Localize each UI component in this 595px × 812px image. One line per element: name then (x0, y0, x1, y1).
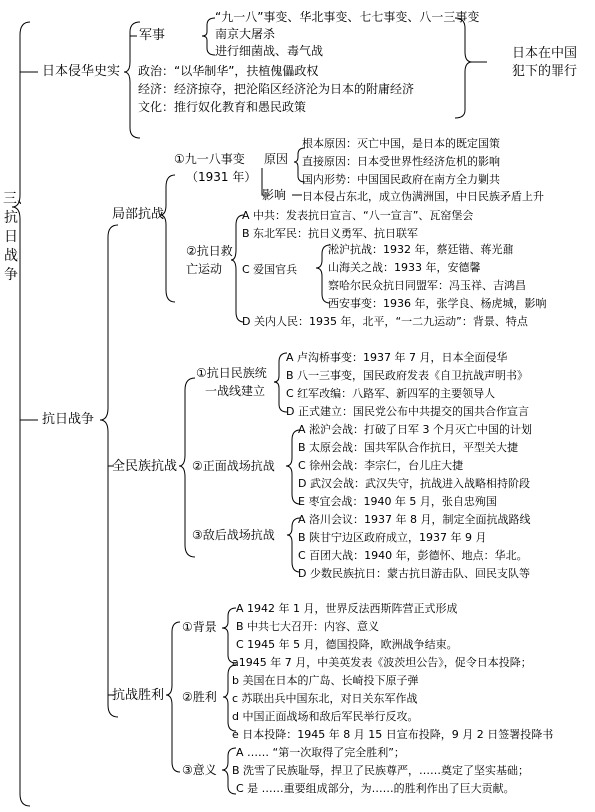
summary-line-2: 犯下的罪行 (512, 64, 578, 79)
meaning-label: ③意义 (182, 763, 217, 777)
rear-item: D 少数民族抗日：蒙古抗日游击队、回民支队等 (298, 567, 530, 580)
rear-label: ③敌后战场抗战 (192, 528, 275, 542)
win-item: d 中国正面战场和敌后军民举行反攻。 (232, 710, 419, 723)
economy-text: 经济：经济掠夺，把沦陷区经济沦为日本的附庸经济 (138, 82, 415, 96)
effect-label: 影响 (262, 188, 287, 202)
sept18-label: ①九一八事变 (174, 152, 245, 166)
united-front-label-1: ①抗日民族统 (196, 366, 267, 380)
front-item: D 武汉会战：武汉失守，抗战进入战略相持阶段 (298, 477, 530, 490)
culture-text: 文化：推行奴化教育和愚民政策 (138, 100, 307, 114)
meaning-item: C 是 ……重要组成部分，为……的胜利作出了巨大贡献。 (236, 782, 515, 795)
rear-item: B 陕甘宁边区政府成立，1937 年 9 月 (298, 531, 487, 544)
movement-item: A 中共：发表抗日宣言、“八一宣言”、瓦窑堡会 (242, 209, 474, 222)
united-front-item: B 八一三事变，国民政府发表《自卫抗战声明书》 (286, 369, 529, 382)
invasion-bracket (124, 22, 140, 138)
win-item: c 苏联出兵中国东北，对日关东军作战 (232, 692, 418, 705)
win-item: b 美国在日本的广岛、长崎投下原子弹 (232, 674, 419, 687)
invasion-label: 日本侵华史实 (42, 64, 121, 79)
politics-text: 政治：“以华制华”，扶植傀儡政权 (138, 64, 319, 78)
cause-item: 直接原因：日本受世界性经济危机的影响 (302, 155, 500, 168)
united-front-item: A 卢沟桥事变：1937 年 7 月，日本全面侵华 (286, 351, 508, 364)
summary-line-1: 日本在中国 (512, 46, 578, 61)
local-label: 局部抗战 (112, 207, 165, 222)
cause-label: 原因 (264, 152, 289, 166)
front-item: B 太原会战：国共军队合作抗日，平型关大捷 (298, 441, 519, 454)
root-label: 三、抗日战争 (3, 191, 31, 283)
movement-label-1: ②抗日救 (186, 244, 233, 258)
meaning-item: A …… “第一次取得了完全胜利”； (236, 746, 405, 759)
win-label: ②胜利 (182, 690, 217, 704)
background-item: a1945 年 7 月，中美英发表《波茨坦公告》，促令日本投降； (232, 656, 532, 669)
united-front-item: C 红军改编：八路军、新四军的主要领导人 (286, 387, 496, 400)
movement-item: B 东北军民：抗日义勇军、抗日联军 (242, 227, 419, 240)
cause-item: 根本原因：灭亡中国，是日本的既定国策 (302, 137, 500, 150)
rear-item: A 洛川会议：1937 年 8 月，制定全面抗战路线 (298, 513, 531, 526)
root-bracket (12, 22, 30, 806)
background-item: B 中共七大召开：内容、意义 (236, 620, 380, 633)
sept18-year: （1931 年） (186, 170, 257, 184)
military-label: 军事 (139, 28, 166, 43)
patriots-label: C 爱国官兵 (242, 263, 298, 276)
movement-label-2: 亡运动 (186, 262, 223, 276)
patriots-item: 山海关之战：1933 年，安德馨 (328, 261, 481, 274)
patriots-item: 察哈尔民众抗日同盟军：冯玉祥、吉鸿昌 (328, 279, 526, 292)
local-bracket (160, 175, 175, 302)
meaning-item: B 洗雪了民族耻辱，捍卫了民族尊严，……奠定了坚实基础； (232, 764, 530, 777)
rear-item: C 百团大战：1940 年，彭德怀、地点：华北。 (298, 549, 528, 562)
background-item: C 1945 年 5 月，德国投降，欧洲战争结束。 (236, 638, 458, 651)
united-front-label-2: 一战线建立 (205, 384, 266, 398)
victory-bracket (166, 622, 180, 772)
summary-bracket (455, 18, 472, 118)
patriots-item: 西安事变：1936 年，张学良、杨虎城，影响 (328, 297, 547, 310)
front-label: ②正面战场抗战 (192, 459, 275, 473)
military-item: “九一八”事变、华北事变、七七事变、八一三事变 (215, 10, 480, 24)
military-item: 南京大屠杀 (215, 27, 276, 41)
military-bracket (202, 18, 215, 55)
patriots-item: 淞沪抗战：1932 年，蔡廷锴、蒋光鼐 (328, 243, 514, 256)
military-item: 进行细菌战、毒气战 (215, 44, 324, 58)
cause-item: 国内形势：中国国民政府在南方全力剿共 (302, 173, 500, 186)
front-item: E 枣宜会战：1940 年 5 月，张自忠殉国 (298, 495, 497, 508)
national-label: 全民族抗战 (112, 459, 178, 474)
people-text: D 关内人民：1935 年，北平，“一二九运动”：背景、特点 (242, 315, 528, 328)
victory-label: 抗战胜利 (112, 688, 165, 703)
win-item: e 日本投降：1945 年 8 月 15 日宣布投降，9 月 2 日签署投降书 (232, 728, 554, 741)
effect-text: 日本侵占东北，成立伪满洲国，中日民族矛盾上升 (302, 190, 544, 203)
united-front-item: D 正式建立：国民党公布中共提交的国共合作宣言 (286, 405, 529, 418)
war-label: 抗日战争 (42, 412, 95, 427)
background-item: A 1942 年 1 月，世界反法西斯阵营正式形成 (236, 602, 458, 615)
background-label: ①背景 (182, 620, 217, 634)
front-item: C 徐州会战：李宗仁，台儿庄大捷 (298, 459, 464, 472)
front-item: A 淞沪会战：打破了日军 3 个月灭亡中国的计划 (298, 423, 533, 436)
